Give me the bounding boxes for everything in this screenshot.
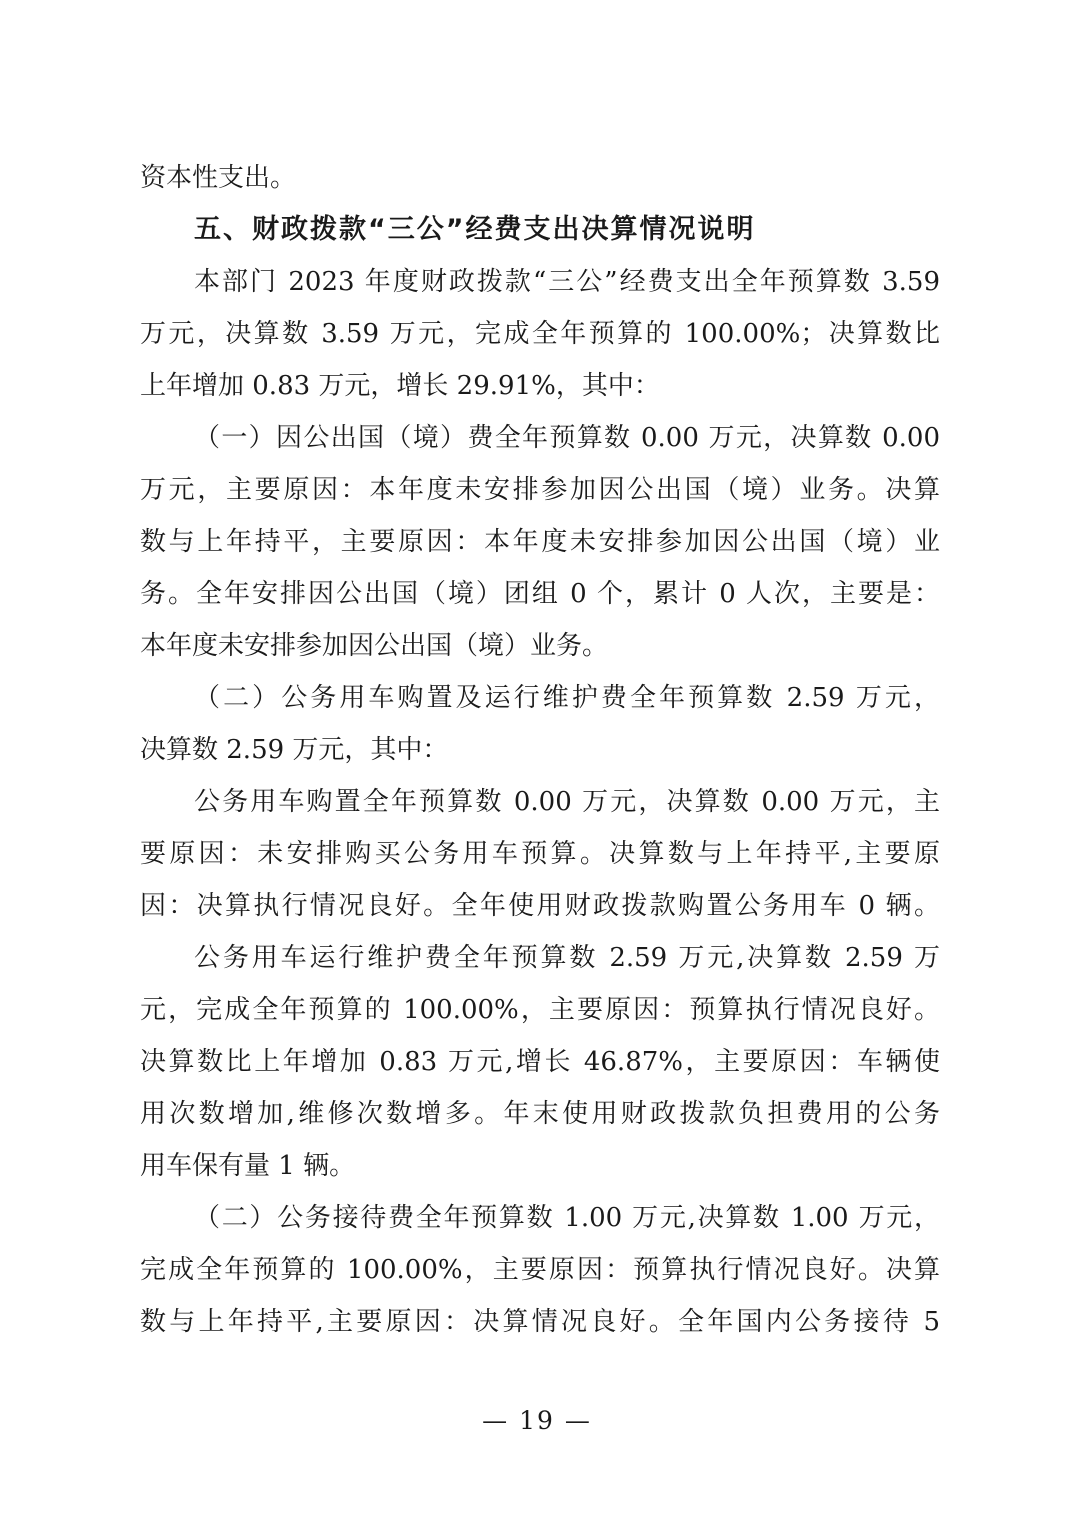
text-line: 公务用车运行维护费全年预算数 2.59 万元,决算数 2.59 万 xyxy=(194,943,940,973)
section-heading: 五、财政拨款“三公”经费支出决算情况说明 xyxy=(194,214,756,245)
text-line: （二）公务用车购置及运行维护费全年预算数 2.59 万元， xyxy=(194,683,940,713)
text-line: 因：决算执行情况良好。全年使用财政拨款购置公务用车 0 辆。 xyxy=(140,891,940,921)
document-text-block xyxy=(140,152,940,1348)
text-line: 决算数 2.59 万元，其中： xyxy=(140,735,449,765)
text-line: 公务用车购置全年预算数 0.00 万元，决算数 0.00 万元，主 xyxy=(194,787,940,817)
text-line: 决算数比上年增加 0.83 万元,增长 46.87%，主要原因：车辆使 xyxy=(140,1047,940,1077)
text-line: 万元，决算数 3.59 万元，完成全年预算的 100.00%；决算数比 xyxy=(140,319,940,349)
text-line: 完成全年预算的 100.00%，主要原因：预算执行情况良好。决算 xyxy=(140,1255,940,1285)
text-line: 资本性支出。 xyxy=(140,163,297,193)
text-line: 万元，主要原因：本年度未安排参加因公出国（境）业务。决算 xyxy=(140,475,940,505)
text-line: 数与上年持平,主要原因：决算情况良好。全年国内公务接待 5 xyxy=(140,1307,940,1337)
text-line: （二）公务接待费全年预算数 1.00 万元,决算数 1.00 万元， xyxy=(194,1203,940,1233)
text-line: 元，完成全年预算的 100.00%，主要原因：预算执行情况良好。 xyxy=(140,995,940,1025)
text-line: 本部门 2023 年度财政拨款“三公”经费支出全年预算数 3.59 xyxy=(194,267,940,297)
text-line: 本年度未安排参加因公出国（境）业务。 xyxy=(140,631,609,661)
text-line: 用车保有量 1 辆。 xyxy=(140,1151,356,1181)
text-line: 上年增加 0.83 万元，增长 29.91%，其中： xyxy=(140,371,660,401)
page-number: — 19 — xyxy=(482,1406,592,1435)
text-line: （一）因公出国（境）费全年预算数 0.00 万元，决算数 0.00 xyxy=(194,423,940,453)
text-line: 要原因：未安排购买公务用车预算。决算数与上年持平,主要原 xyxy=(140,839,940,869)
text-line: 用次数增加,维修次数增多。年末使用财政拨款负担费用的公务 xyxy=(140,1099,940,1129)
text-line: 数与上年持平，主要原因：本年度未安排参加因公出国（境）业 xyxy=(140,527,940,557)
text-line: 务。全年安排因公出国（境）团组 0 个，累计 0 人次，主要是： xyxy=(140,579,940,609)
